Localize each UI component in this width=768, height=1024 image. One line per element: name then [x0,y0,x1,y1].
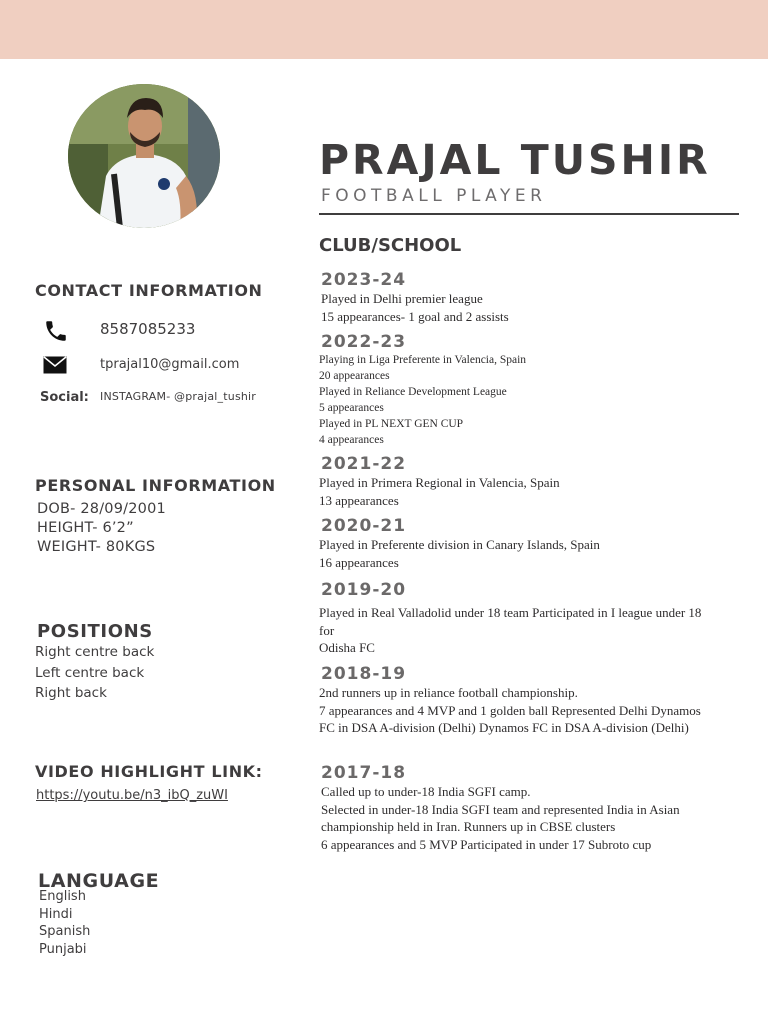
contact-heading: CONTACT INFORMATION [35,281,263,300]
position-item: Right centre back [35,644,155,660]
personal-list [37,500,166,557]
season-year: 2021-22 [321,454,407,474]
entry-line: Played in PL NEXT GEN CUP [319,418,464,430]
entry-line: 2nd runners up in reliance football championship. [319,685,578,700]
entry-line: Played in Primera Regional in Valencia, Spain [319,475,560,490]
height-item: HEIGHT- 6’2” [37,520,134,536]
season-year: 2020-21 [321,516,407,536]
career-entry [319,664,729,737]
player-name: PRAJAL TUSHIR [319,136,711,184]
instagram-handle[interactable]: INSTAGRAM- @prajal_tushir [100,390,257,403]
language-item: Hindi [39,906,73,922]
entry-line: championship held in Iran. Runners up in CBSE clusters [321,819,616,834]
entry-line: Played in Real Valladolid under 18 team Participated in I league under 18 for [319,605,702,638]
language-item: Punjabi [39,941,87,957]
positions-list [35,642,154,704]
entry-line: 6 appearances and 5 MVP Participated in under 17 Subroto cup [321,836,652,852]
weight-item: WEIGHT- 80KGS [37,539,156,555]
phone-icon [42,318,70,342]
entry-line: 16 appearances [319,554,399,570]
entry-line: Selected in under-18 India SGFI team and represented India in Asian [321,801,680,817]
language-heading: LANGUAGE [38,870,160,892]
career-entry [319,270,729,325]
header-band [0,0,768,59]
entry-line: Playing in Liga Preferente in Valencia, Spain [319,354,527,366]
player-role: FOOTBALL PLAYER [321,186,547,206]
language-item: English [39,889,86,904]
career-entry [319,332,729,448]
entry-line: 13 appearances [319,492,399,508]
entry-line: 5 appearances [319,402,384,414]
social-label: Social: [40,390,89,405]
mail-icon [43,356,71,380]
season-year: 2018-19 [321,664,407,684]
entry-line: Played in Reliance Development League [319,386,507,398]
season-year: 2022-23 [321,332,407,352]
language-item: Spanish [39,924,91,939]
season-year: 2017-18 [321,763,407,783]
personal-heading: PERSONAL INFORMATION [35,476,276,495]
position-item: Left centre back [35,664,145,681]
positions-heading: POSITIONS [37,621,153,642]
entry-line: 4 appearances [319,434,384,446]
phone-number: 8587085233 [100,320,196,338]
video-highlight-link[interactable]: https://youtu.be/n3_ibQ_zuWI [36,788,228,803]
language-list [39,888,90,958]
video-heading: VIDEO HIGHLIGHT LINK: [35,762,263,781]
career-entry [319,516,729,571]
email-address[interactable]: tprajal10@gmail.com [100,357,240,372]
season-year: 2023-24 [321,270,407,290]
entry-line: 15 appearances- 1 goal and 2 assists [321,308,509,324]
entry-line: Played in Delhi premier league [321,291,483,306]
entry-line: Odisha FC [319,640,375,655]
career-entry [319,454,729,509]
entry-line: Called up to under-18 India SGFI camp. [321,784,531,799]
club-heading: CLUB/SCHOOL [319,235,462,256]
career-entry [319,763,729,853]
dob-item: DOB- 28/09/2001 [37,501,166,517]
entry-line: 20 appearances [319,370,390,382]
entry-line: 7 appearances and 4 MVP and 1 golden ball Represented Delhi Dynamos FC in DSA A-division (Delhi) Dynamos FC in DSA A-division (Delhi) [319,702,701,735]
entry-line: Played in Preferente division in Canary Islands, Spain [319,537,600,552]
season-year: 2019-20 [321,580,407,600]
position-item: Right back [35,685,107,701]
profile-photo [68,84,220,228]
career-entry [319,580,729,657]
divider [319,213,739,215]
